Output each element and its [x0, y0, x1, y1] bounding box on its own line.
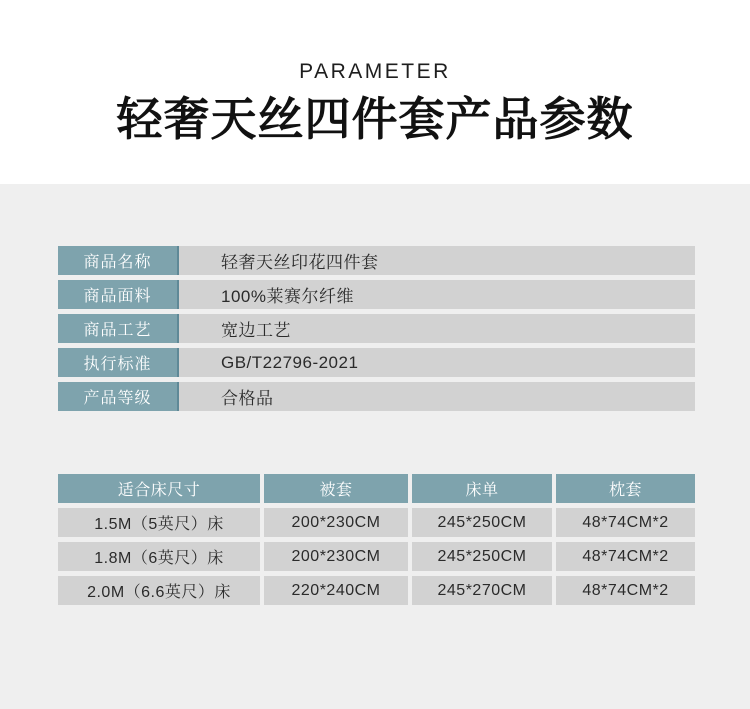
spec-row-fabric	[58, 280, 695, 309]
spec-value: 100%莱赛尔纤维	[179, 280, 695, 309]
size-header-sheet: 床单	[412, 474, 552, 503]
size-cell: 48*74CM*2	[556, 576, 695, 605]
size-chart-table	[58, 474, 695, 610]
size-cell: 1.5M（5英尺）床	[58, 508, 260, 537]
size-row-1-5m	[58, 508, 695, 537]
product-spec-table	[58, 246, 695, 416]
size-cell: 220*240CM	[264, 576, 408, 605]
spec-label: 商品工艺	[58, 314, 179, 343]
size-cell: 48*74CM*2	[556, 542, 695, 571]
spec-label: 执行标准	[58, 348, 179, 377]
spec-value: 合格品	[179, 382, 695, 411]
spec-row-standard	[58, 348, 695, 377]
spec-value: 宽边工艺	[179, 314, 695, 343]
size-header-row	[58, 474, 695, 503]
spec-row-name	[58, 246, 695, 275]
spec-label: 商品名称	[58, 246, 179, 275]
size-cell: 1.8M（6英尺）床	[58, 542, 260, 571]
size-cell: 200*230CM	[264, 542, 408, 571]
eyebrow-parameter: PARAMETER	[299, 60, 451, 83]
spec-row-craft	[58, 314, 695, 343]
size-cell: 245*270CM	[412, 576, 552, 605]
size-cell: 2.0M（6.6英尺）床	[58, 576, 260, 605]
size-header-bed: 适合床尺寸	[58, 474, 260, 503]
size-row-1-8m	[58, 542, 695, 571]
spec-label: 商品面料	[58, 280, 179, 309]
size-header-pillowcase: 枕套	[556, 474, 695, 503]
size-cell: 48*74CM*2	[556, 508, 695, 537]
size-header-duvet-cover: 被套	[264, 474, 408, 503]
spec-value: 轻奢天丝印花四件套	[179, 246, 695, 275]
page-title: 轻奢天丝四件套产品参数	[116, 93, 634, 145]
size-cell: 200*230CM	[264, 508, 408, 537]
spec-label: 产品等级	[58, 382, 179, 411]
spec-row-grade	[58, 382, 695, 411]
size-cell: 245*250CM	[412, 508, 552, 537]
size-cell: 245*250CM	[412, 542, 552, 571]
size-row-2-0m	[58, 576, 695, 605]
spec-value: GB/T22796-2021	[179, 348, 695, 377]
